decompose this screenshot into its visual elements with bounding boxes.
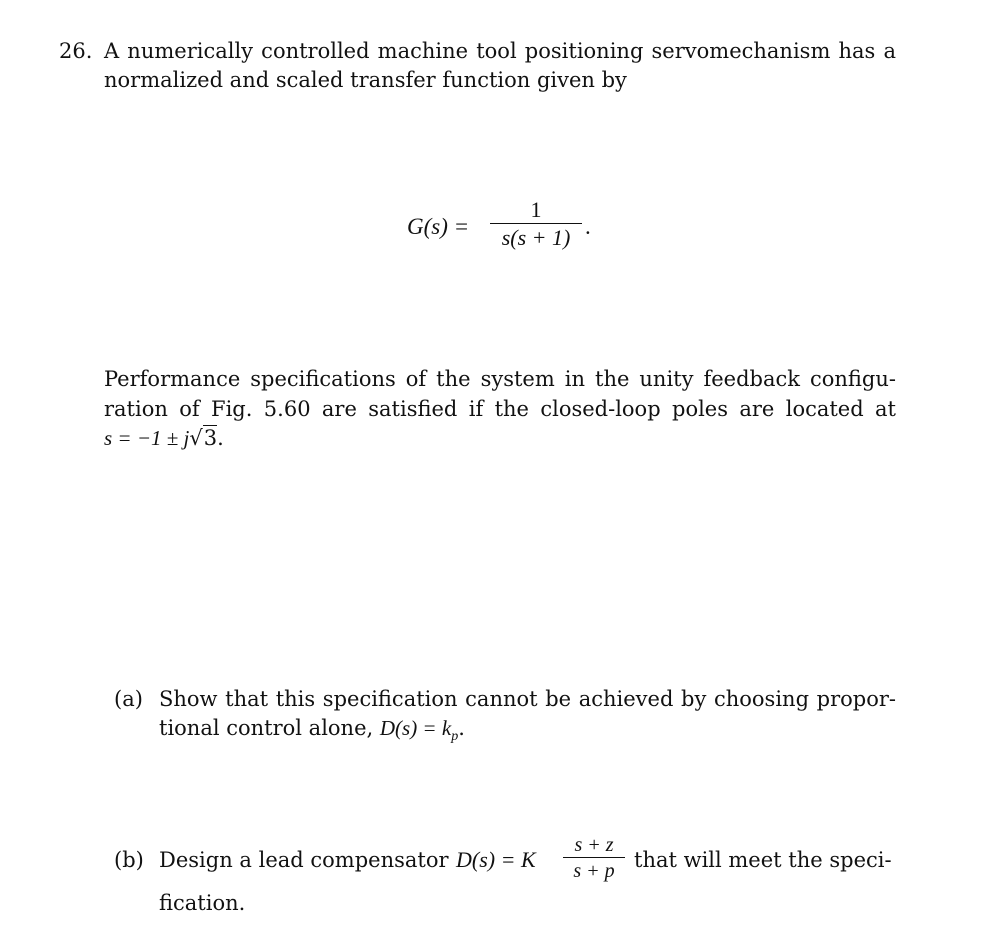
spec-line-3-period: . — [217, 426, 224, 450]
lead-compensator-numerator: s + z — [574, 834, 614, 856]
part-b-text-before: Design a lead compensator — [159, 848, 449, 872]
part-a-line-2 — [159, 715, 465, 750]
transfer-function-period: . — [585, 214, 591, 239]
part-a-line-1: Show that this specification cannot be achieved by choosing propor- — [159, 687, 896, 711]
spec-line-1: Performance specifications of the system in the unity feedback configu- — [104, 367, 896, 391]
part-a-line-2-period: . — [458, 716, 465, 740]
problem-number: 26. — [59, 39, 93, 63]
intro-line-2: normalized and scaled transfer function given by — [104, 68, 627, 92]
sqrt-radicand: 3 — [203, 426, 218, 450]
transfer-function-fraction — [490, 197, 582, 252]
part-b-label: (b) — [114, 848, 144, 872]
part-b-text-after: that will meet the speci- — [634, 848, 892, 872]
intro-line-1: A numerically controlled machine tool positioning servomechanism has a — [104, 39, 896, 63]
transfer-function-numerator: 1 — [530, 197, 542, 222]
proportional-gain-subscript: p — [451, 729, 459, 745]
part-b-line-2: fication. — [159, 891, 246, 915]
transfer-function-denominator: s(s + 1) — [501, 225, 571, 250]
part-a-label: (a) — [114, 687, 143, 711]
lead-compensator-denominator: s + p — [573, 860, 615, 882]
proportional-control-expression: D(s) = k — [379, 716, 452, 740]
closed-loop-poles-expression: s = −1 ± j — [104, 426, 190, 450]
lead-compensator-fraction — [563, 833, 625, 884]
spec-line-3 — [104, 425, 224, 451]
sqrt-symbol: √ — [189, 426, 203, 450]
part-a-line-2-text: tional control alone, — [159, 716, 380, 740]
transfer-function-lhs: G(s) = — [407, 214, 470, 239]
spec-line-2: ration of Fig. 5.60 are satisfied if the closed-loop poles are located at — [104, 397, 896, 421]
lead-compensator-lhs: D(s) = K — [456, 847, 536, 872]
